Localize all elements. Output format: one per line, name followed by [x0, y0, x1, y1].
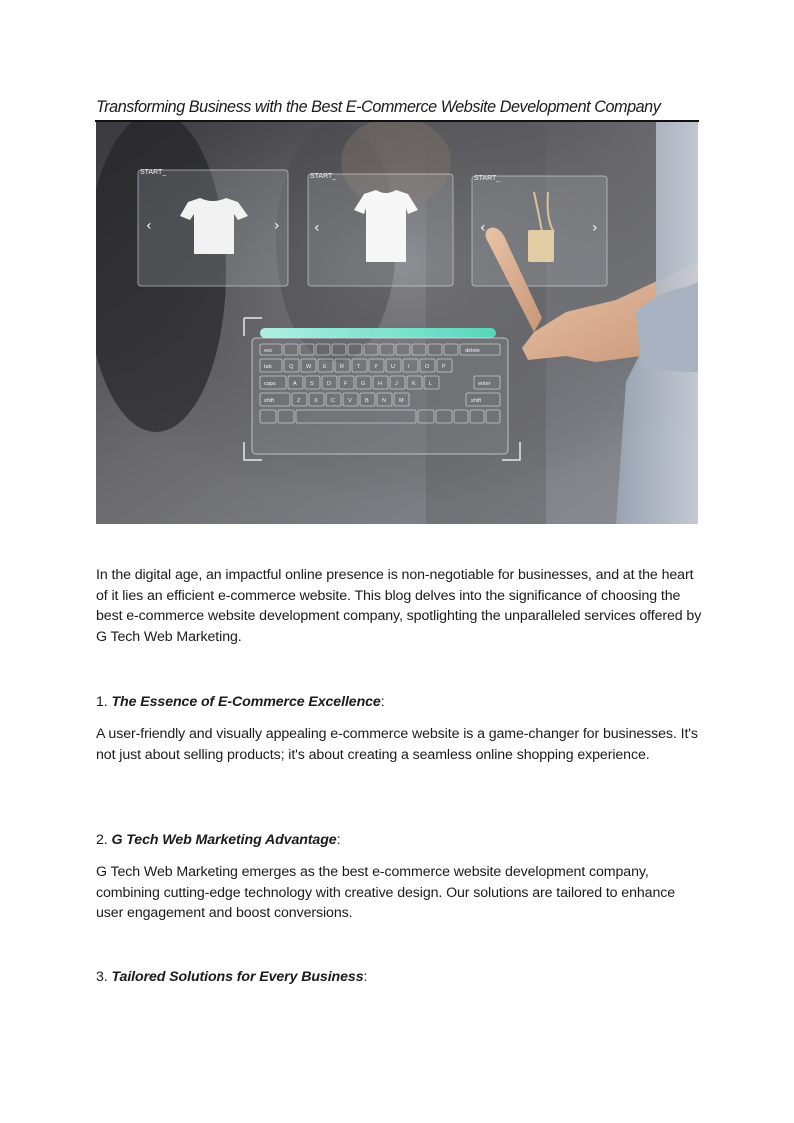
- panel-label-1: START_: [140, 169, 167, 176]
- section-heading-1: 1. The Essence of E-Commerce Excellence:: [96, 694, 385, 710]
- key-label-l: L: [429, 381, 433, 387]
- key-label-f: F: [344, 381, 348, 387]
- prev-arrow-icon: ‹: [314, 220, 320, 236]
- key-label-p: P: [442, 364, 446, 370]
- keyboard-glow-bar: [260, 328, 496, 338]
- key-delete: delete: [465, 348, 480, 354]
- virtual-keyboard: [244, 318, 520, 460]
- key-label-m: M: [399, 398, 404, 404]
- key-label-y: Y: [374, 364, 378, 370]
- product-panel-1: [138, 169, 288, 286]
- key-label-v: V: [348, 398, 352, 404]
- next-arrow-icon: ›: [592, 220, 598, 236]
- document-title: Transforming Business with the Best E-Commerce Website Development Company: [96, 98, 661, 116]
- next-arrow-icon: ›: [274, 218, 280, 234]
- key-label-a: A: [293, 381, 297, 387]
- key-label-e: E: [323, 364, 327, 370]
- key-label-q: Q: [289, 364, 294, 370]
- prev-arrow-icon: ‹: [146, 218, 152, 234]
- key-enter: enter: [478, 381, 491, 387]
- key-label-i: I: [408, 364, 410, 370]
- key-label-s: S: [310, 381, 314, 387]
- key-label-h: H: [378, 381, 382, 387]
- prev-arrow-icon: ‹: [480, 220, 486, 236]
- intro-paragraph: In the digital age, an impactful online presence is non-negotiable for businesses, and at the heart of it lies an efficient e-commerce website. This blog delves into the significance of choosing the best e-commerce website development company, spotlighting the unparalleled services offered by G Tech Web Marketing.: [96, 567, 702, 645]
- key-caps: caps: [264, 381, 276, 387]
- key-label-n: N: [382, 398, 386, 404]
- key-label-g: G: [361, 381, 366, 387]
- key-label-o: O: [425, 364, 430, 370]
- key-label-k: K: [412, 381, 416, 387]
- key-label-b: B: [365, 398, 369, 404]
- key-label-d: D: [327, 381, 331, 387]
- key-label-r: R: [340, 364, 344, 370]
- key-label-w: W: [306, 364, 312, 370]
- key-label-j: J: [395, 381, 398, 387]
- section-body-2: G Tech Web Marketing emerges as the best e-commerce website development company, combining cutting-edge technology with creative design. Our solutions are tailored to enhance user engagement and boost conversions.: [96, 864, 676, 921]
- hero-image: [96, 122, 698, 524]
- key-label-z: Z: [297, 398, 301, 404]
- key-tab: tab: [264, 364, 272, 370]
- key-shift-left: shift: [264, 398, 275, 404]
- key-esc: esc: [264, 348, 273, 354]
- key-label-x: X: [314, 398, 318, 404]
- section-heading-3: 3. Tailored Solutions for Every Business:: [96, 969, 368, 985]
- key-label-u: U: [391, 364, 395, 370]
- key-shift-right: shift: [471, 398, 482, 404]
- panel-label-3: START_: [474, 175, 501, 182]
- section-body-1: A user-friendly and visually appealing e-commerce website is a game-changer for businesses. It's not just about selling products; it's about creating a seamless online shopping experience.: [96, 726, 698, 763]
- product-panel-2: [308, 173, 453, 286]
- section-heading-2: 2. G Tech Web Marketing Advantage:: [96, 832, 341, 848]
- panel-label-2: START_: [310, 173, 337, 180]
- key-label-t: T: [357, 364, 361, 370]
- key-label-c: C: [331, 398, 335, 404]
